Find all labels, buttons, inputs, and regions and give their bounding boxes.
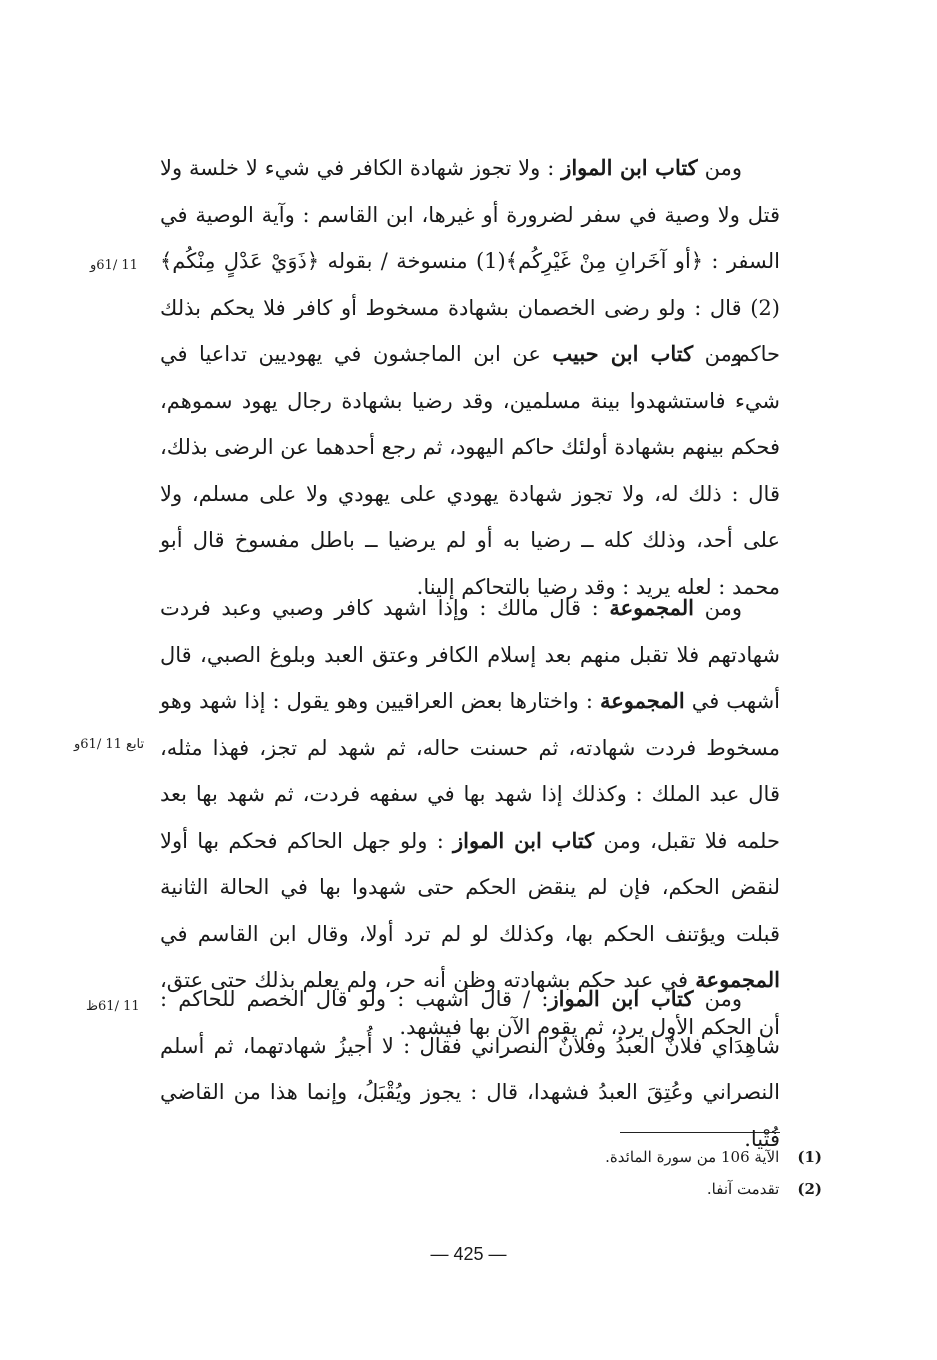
source-title: كتاب ابن المواز: [453, 827, 595, 853]
footnote: [605, 1148, 822, 1166]
paragraph-text: : واختارها بعض العراقيين وهو يقول : إذا شهد وهو مسخوط فردت شهادته، ثم حسنت حاله، ثم شهد لم تجز، فهذا مثله، قال عبد الملك : وكذلك إذا شهد بها في سفهه فردت، ثم شهد بها بعد حلمه فلا تقبل، ومن: [160, 689, 780, 853]
source-title: المجموعة: [695, 967, 780, 992]
paragraph-2: [160, 331, 780, 610]
paragraph-lead: ومن: [693, 342, 742, 366]
footnote-text: الآية 106 من سورة المائدة.: [605, 1148, 780, 1166]
footnote-number: (2): [797, 1180, 822, 1198]
margin-folio-note: 11 /61و: [90, 258, 138, 273]
source-title: المجموعة: [609, 595, 695, 620]
paragraph-text: : ولو جهل الحاكم فحكم بها أولا لنقض الحكم، فإن لم ينقض الحكم حتى شهدوا بها في الحالة الثانية قبلت ويؤتنف الحكم بها، وكذلك لو لم ترد أولا، وقال ابن القاسم في: [160, 828, 781, 946]
footnote: [707, 1180, 822, 1198]
footnote-text: تقدمت آنفا.: [706, 1180, 780, 1198]
paragraph-lead: ومن: [693, 987, 743, 1011]
margin-folio-note: تابع 11 /61و: [74, 737, 145, 752]
source-title: المجموعة: [599, 688, 685, 713]
paragraph-lead: ومن: [697, 156, 742, 180]
footnote-divider: [620, 1132, 780, 1133]
source-title: كتاب ابن حبيب: [552, 341, 694, 366]
paragraph-text: في عبد حكم بشهادته وظن أنه حر، ولم يعلم بذلك حتى عتق، أن الحكم الأول يرد، ثم يقوم الآن بها فيشهد.: [160, 968, 780, 1039]
paragraph-4: [160, 976, 780, 1162]
source-title: كتاب ابن المواز: [548, 986, 694, 1011]
margin-folio-note: 11 /61ظ: [86, 999, 140, 1014]
paragraph-text: : ولا تجوز شهادة الكافر في شيء لا خلسة ولا قتل ولا وصية في سفر لضرورة أو غيرها، ابن القاسم : وآية الوصية في السفر : ﴿أو آخَرانِ مِنْ غَيْرِكُم﴾(1) منسوخة / بقوله ﴿ذَوَيْ عَدْلٍ مِنْكُم﴾(2) قال : ولو رضى الخصمان بشهادة مسخوط أو كافر فلا يحكم بذلك حاكم.: [160, 156, 780, 366]
page-number: — 425 —: [430, 1244, 507, 1264]
source-title: كتاب ابن المواز: [561, 155, 698, 180]
paragraph-text: عن ابن الماجشون في يهوديين تداعيا في شيء فاستشهدوا بينة مسلمين، وقد رضيا بشهادة رجال يهود سموهم، فحكم بينهم بشهادة أولئك حاكم اليهود، ثم رجع أحدهما عن الرضى بذلك، قال : ذلك له، ولا تجوز شهادة يهودي على يهودي ولا على مسلم، ولا على أحد، وذلك كله ــ رضيا به أو لم يرضيا ــ باطل مفسوخ قال أبو محمد : لعله يريد : وقد رضيا بالتحاكم إلينا.: [160, 342, 780, 599]
paragraph-text: : / قال أشهب : ولو قال الخصم للحاكم : شاهِدَاي فلانٌ العبدُ وفلانٌ النصراني فقال : لا أُجيزُ شهادتهما، ثم أسلم النصراني وعُتِقَ العبدُ فشهدا، قال : يجوز ويُقْبَلُ، وإنما هذا من القاضي فُتْيا.: [160, 987, 780, 1151]
footnote-number: (1): [797, 1148, 822, 1166]
paragraph-lead: ومن: [694, 596, 742, 620]
paragraph-text: : قال مالك : وإذا اشهد كافر وصبي وعبد فردت شهادتهم فلا تقبل منهم بعد إسلام الكافر وعتق العبد وبلوغ الصبي، قال أشهب في: [160, 596, 781, 713]
